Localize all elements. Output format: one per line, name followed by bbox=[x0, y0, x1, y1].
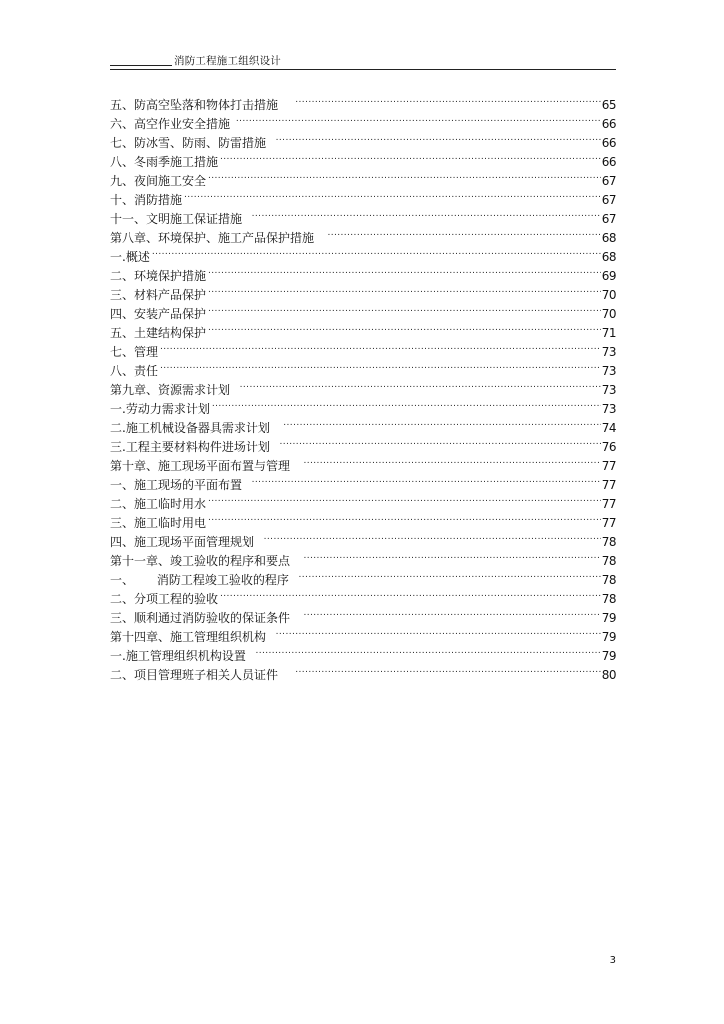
toc-entry-title: 四、安装产品保护 bbox=[110, 307, 207, 321]
toc-dot-leader bbox=[303, 451, 600, 470]
page-header bbox=[110, 52, 616, 70]
toc-entry-page: 66 bbox=[601, 136, 616, 150]
toc-entry-title: 一、 消防工程竣工验收的程序 bbox=[110, 573, 289, 587]
toc-entry-page: 67 bbox=[601, 174, 616, 188]
toc-entry-title: 七、防冰雪、防雨、防雷措施 bbox=[110, 136, 267, 150]
toc-dot-leader bbox=[208, 489, 601, 508]
toc-entry-title: 十一、文明施工保证措施 bbox=[110, 212, 243, 226]
toc-entry-page: 77 bbox=[601, 459, 616, 473]
toc-entry bbox=[110, 204, 616, 226]
table-of-contents bbox=[110, 90, 616, 682]
toc-dot-leader bbox=[252, 204, 601, 223]
toc-dot-leader bbox=[299, 565, 601, 584]
toc-dot-leader bbox=[279, 432, 600, 451]
toc-entry-title: 二、施工临时用水 bbox=[110, 497, 207, 511]
toc-entry-title: 五、防高空坠落和物体打击措施 bbox=[110, 98, 279, 112]
toc-dot-leader bbox=[255, 641, 600, 660]
toc-dot-leader bbox=[303, 546, 600, 565]
toc-entry-page: 78 bbox=[601, 573, 616, 587]
toc-dot-leader bbox=[295, 660, 600, 679]
toc-entry-title: 第十章、施工现场平面布置与管理 bbox=[110, 459, 291, 473]
toc-entry-page: 77 bbox=[601, 478, 616, 492]
toc-entry-page: 73 bbox=[601, 364, 616, 378]
toc-entry-title: 三.工程主要材料构件进场计划 bbox=[110, 440, 270, 454]
toc-entry-title: 十、消防措施 bbox=[110, 193, 183, 207]
toc-dot-leader bbox=[220, 584, 601, 603]
toc-entry-title: 四、施工现场平面管理规划 bbox=[110, 535, 255, 549]
toc-entry-title: 二、项目管理班子相关人员证件 bbox=[110, 668, 279, 682]
toc-dot-leader bbox=[264, 527, 601, 546]
toc-entry bbox=[110, 242, 616, 264]
toc-dot-leader bbox=[252, 470, 601, 489]
toc-dot-leader bbox=[208, 280, 601, 299]
toc-entry-gap bbox=[230, 115, 234, 134]
toc-dot-leader bbox=[208, 508, 601, 527]
toc-entry-title: 第八章、环境保护、施工产品保护措施 bbox=[110, 231, 315, 245]
toc-entry-title: 五、土建结构保护 bbox=[110, 326, 207, 340]
toc-entry-title: 三、施工临时用电 bbox=[110, 516, 207, 530]
toc-entry-title: 二.施工机械设备器具需求计划 bbox=[110, 421, 270, 435]
toc-entry-page: 70 bbox=[601, 307, 616, 321]
toc-entry-page: 74 bbox=[601, 421, 616, 435]
toc-entry bbox=[110, 90, 616, 112]
toc-dot-leader bbox=[184, 185, 601, 204]
toc-entry-title: 一.施工管理组织机构设置 bbox=[110, 649, 246, 663]
toc-entry-title: 一.概述 bbox=[110, 250, 150, 264]
toc-entry-page: 67 bbox=[601, 212, 616, 226]
toc-dot-leader bbox=[276, 622, 601, 641]
toc-entry-page: 71 bbox=[601, 326, 616, 340]
toc-entry-page: 77 bbox=[601, 497, 616, 511]
toc-entry-page: 69 bbox=[601, 269, 616, 283]
toc-entry-title: 九、夜间施工安全 bbox=[110, 174, 207, 188]
toc-entry-page: 79 bbox=[601, 630, 616, 644]
toc-entry bbox=[110, 375, 616, 397]
toc-entry-page: 77 bbox=[601, 516, 616, 530]
toc-dot-leader bbox=[160, 356, 601, 375]
toc-entry bbox=[110, 185, 616, 207]
toc-entry-page: 78 bbox=[601, 535, 616, 549]
toc-dot-leader bbox=[295, 90, 600, 109]
toc-entry-gap bbox=[242, 210, 250, 229]
toc-dot-leader bbox=[152, 242, 601, 261]
toc-entry bbox=[110, 337, 616, 359]
toc-entry-page: 73 bbox=[601, 383, 616, 397]
toc-entry-title: 第九章、资源需求计划 bbox=[110, 383, 231, 397]
toc-entry-title: 六、高空作业安全措施 bbox=[110, 117, 231, 131]
toc-entry-gap bbox=[254, 533, 262, 552]
header-rule bbox=[110, 69, 616, 70]
toc-dot-leader bbox=[208, 299, 601, 318]
toc-entry-page: 78 bbox=[601, 554, 616, 568]
toc-entry-title: 第十一章、竣工验收的程序和要点 bbox=[110, 554, 291, 568]
toc-entry-title: 一.劳动力需求计划 bbox=[110, 402, 210, 416]
toc-entry-page: 66 bbox=[601, 155, 616, 169]
toc-entry-page: 79 bbox=[601, 649, 616, 663]
toc-entry-page: 79 bbox=[601, 611, 616, 625]
toc-dot-leader bbox=[240, 375, 601, 394]
toc-entry-title: 八、责任 bbox=[110, 364, 159, 378]
toc-dot-leader bbox=[212, 394, 601, 413]
toc-entry-title: 二、环境保护措施 bbox=[110, 269, 207, 283]
toc-dot-leader bbox=[220, 147, 601, 166]
toc-entry-gap bbox=[246, 647, 254, 666]
toc-entry-gap bbox=[278, 666, 293, 685]
toc-entry-page: 68 bbox=[601, 231, 616, 245]
toc-dot-leader bbox=[303, 603, 600, 622]
toc-dot-leader bbox=[160, 337, 601, 356]
toc-entry-page: 67 bbox=[601, 193, 616, 207]
toc-entry-page: 73 bbox=[601, 345, 616, 359]
toc-entry-gap bbox=[270, 438, 278, 457]
toc-dot-leader bbox=[283, 413, 600, 432]
toc-entry-page: 70 bbox=[601, 288, 616, 302]
toc-entry-title: 一、施工现场的平面布置 bbox=[110, 478, 243, 492]
toc-dot-leader bbox=[236, 109, 601, 128]
toc-entry-page: 80 bbox=[601, 668, 616, 682]
toc-dot-leader bbox=[208, 318, 601, 337]
toc-entry-title: 八、冬雨季施工措施 bbox=[110, 155, 219, 169]
toc-dot-leader bbox=[327, 223, 600, 242]
toc-entry-page: 73 bbox=[601, 402, 616, 416]
toc-entry-page: 76 bbox=[601, 440, 616, 454]
toc-dot-leader bbox=[276, 128, 601, 147]
header-title: 消防工程施工组织设计 bbox=[174, 55, 281, 67]
toc-entry-page: 68 bbox=[601, 250, 616, 264]
toc-entry-title: 三、顺利通过消防验收的保证条件 bbox=[110, 611, 291, 625]
toc-dot-leader bbox=[208, 261, 601, 280]
header-underline-prefix bbox=[110, 65, 172, 66]
toc-entry-title: 三、材料产品保护 bbox=[110, 288, 207, 302]
toc-dot-leader bbox=[208, 166, 601, 185]
toc-entry-page: 78 bbox=[601, 592, 616, 606]
toc-entry bbox=[110, 356, 616, 378]
toc-entry-page: 65 bbox=[601, 98, 616, 112]
toc-entry-page: 66 bbox=[601, 117, 616, 131]
toc-entry bbox=[110, 261, 616, 283]
toc-entry-title: 七、管理 bbox=[110, 345, 159, 359]
page-number: 3 bbox=[609, 955, 616, 966]
toc-entry-title: 第十四章、施工管理组织机构 bbox=[110, 630, 267, 644]
toc-entry-title: 二、分项工程的验收 bbox=[110, 592, 219, 606]
